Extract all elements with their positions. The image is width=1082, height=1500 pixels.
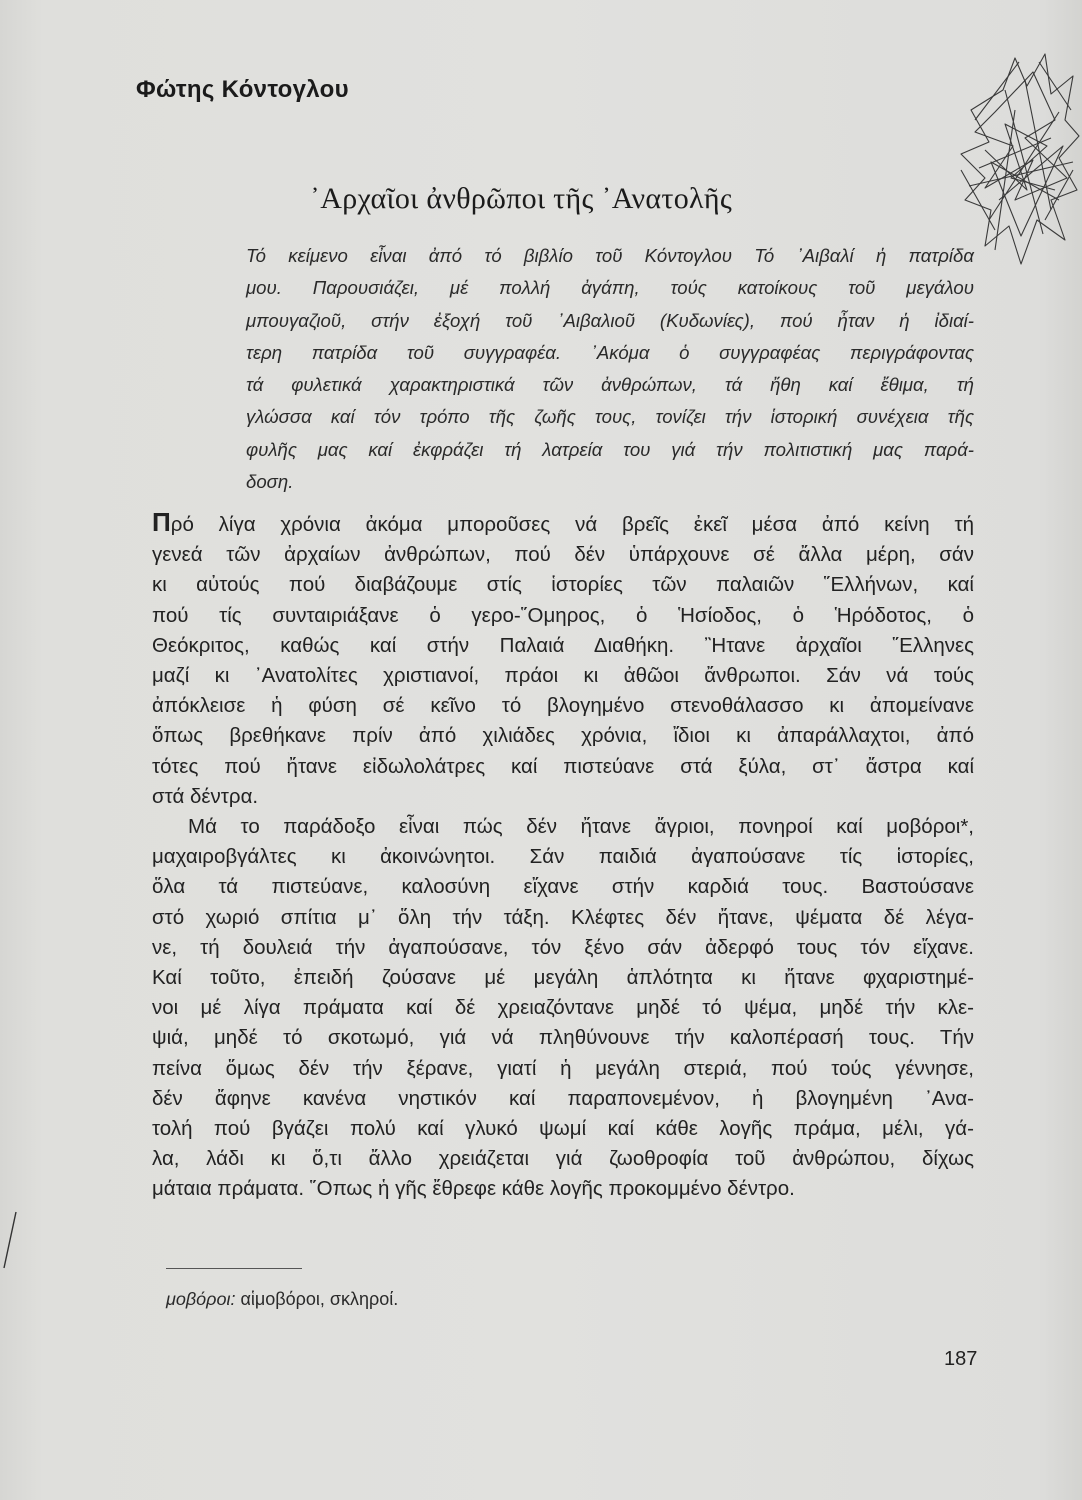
intro-line: φυλῆς μας καί ἐκφράζει τή λατρεία του γιά τήν πολιτιστική μας παρά- — [246, 438, 974, 460]
intro-line: γλώσσα καί τόν τρόπο τῆς ζωῆς τους, τονίζει τήν ἱστορική συνέχεια τῆς — [246, 406, 974, 428]
body-line: στά δέντρα. — [152, 784, 259, 808]
body-line: ὅπως βρεθήκανε πρίν ἀπό χιλιάδες χρόνια, ἴδιοι κι ἀπαράλλαχτοι, ἀπό — [152, 724, 974, 748]
intro-line: τερη πατρίδα τοῦ συγγραφέα. ᾿Ακόμα ὁ συγγραφέας περιγράφοντας — [246, 341, 974, 363]
body-line: πού τίς συνταιριάξανε ὁ γερο-῞Ομηρος, ὁ Ἡσίοδος, ὁ Ἡρόδοτος, ὁ — [152, 603, 974, 627]
footnote-rule — [166, 1268, 302, 1269]
chapter-title: ᾿Αρχαῖοι ἀνθρῶποι τῆς ᾿Ανατολῆς — [310, 182, 733, 215]
body-line: μαχαιροβγάλτες κι ἀκοινώνητοι. Σάν παιδιά ἀγαπούσανε τίς ἱστορίες, — [152, 845, 974, 869]
body-line: τολή πού βγάζει πολύ καί γλυκό ψωμί καί κάθε λογῆς πράμα, μέλι, γά- — [152, 1117, 974, 1141]
body-line: ψιά, μηδέ τό σκοτωμό, γιά νά πληθύνουνε τήν καλοπέρασή τους. Τήν — [152, 1026, 974, 1050]
footnote — [166, 1289, 398, 1310]
body-line: στό χωριό σπίτια μ᾿ ὅλη τήν τάξη. Κλέφτες δέν ἤτανε, ψέματα δέ λέγα- — [152, 905, 974, 929]
intro-paragraph — [246, 240, 974, 498]
body-line: πείνα ὅμως δέν τήν ξέρανε, γιατί ἡ μεγάλη στεριά, πού τούς γέννησε, — [152, 1056, 974, 1080]
intro-line: Τό κείμενο εἶναι ἀπό τό βιβλίο τοῦ Κόντογλου Τό ᾿Αιβαλί ἡ πατρίδα — [246, 245, 974, 266]
body-line: ὅλα τά πιστεύανε, καλοσύνη εἴχανε στήν καρδιά τους. Βαστούσανε — [152, 875, 974, 899]
footnote-definition: αἱμοβόροι, σκληροί. — [240, 1289, 399, 1309]
body-line: Καί τοῦτο, ἐπειδή ζούσανε μέ μεγάλη ἁπλότητα κι ἤτανε φχαριστημέ- — [152, 966, 974, 990]
footnote-term: μοβόροι: — [166, 1289, 236, 1309]
margin-mark — [0, 1210, 20, 1270]
body-line: τότες πού ἤτανε εἰδωλολάτρες καί πιστεύανε στά ξύλα, στ᾿ ἄστρα καί — [152, 754, 974, 778]
body-line: ἀπόκλεισε ἡ φύση σέ κεῖνο τό βλογημένο στενοθάλασσο κι ἀπομείνανε — [152, 694, 974, 718]
intro-line: τά φυλετικά χαρακτηριστικά τῶν ἀνθρώπων, τά ἤθη καί ἔθιμα, τή — [246, 374, 974, 396]
author-name: Φώτης Κόντογλου — [136, 76, 349, 103]
body-line: μάταια πράματα. ῞Οπως ἡ γῆς ἔθρεφε κάθε λογῆς προκομμένο δέντρο. — [152, 1177, 795, 1201]
body-line-first — [152, 507, 974, 540]
body-line: δέν ἄφηνε κανένα νηστικόν καί παραπονεμένον, ἡ βλογημένη ᾿Ανα- — [152, 1086, 974, 1110]
body-line: γενεά τῶν ἀρχαίων ἀνθρώπων, πού δέν ὑπάρχουνε σέ ἄλλα μέρη, σάν — [152, 543, 974, 567]
body-text — [152, 507, 974, 1205]
intro-line: μου. Παρουσιάζει, μέ πολλή ἀγάπη, τούς κατοίκους τοῦ μεγάλου — [246, 277, 974, 299]
body-line: κι αὐτούς πού διαβάζουμε στίς ἱστορίες τῶν παλαιῶν ῞Ελλήνων, καί — [152, 573, 974, 597]
intro-line: μπουγαζιοῦ, στήν ἐξοχή τοῦ ᾿Αιβαλιοῦ (Κυδωνίες), πού ἦταν ἡ ἰδιαί- — [246, 309, 974, 331]
body-line: λα, λάδι κι ὅ,τι ἄλλο χρειάζεται γιά ζωοθροφία τοῦ ἀνθρώπου, δίχως — [152, 1147, 974, 1171]
page-number: 187 — [944, 1348, 978, 1370]
drop-cap: Π — [152, 507, 171, 537]
body-line: νε, τή δουλειά τήν ἀγαπούσανε, τόν ξένο σάν ἀδερφό τους τόν εἴχανε. — [152, 935, 974, 959]
body-line: Θεόκριτος, καθώς καί στήν Παλαιά Διαθήκη. ῍Ητανε ἀρχαῖοι ῞Ελληνες — [152, 633, 974, 657]
body-line: Μά το παράδοξο εἶναι πώς δέν ἤτανε ἄγριοι, πονηροί καί μοβόροι*, — [188, 815, 974, 839]
body-line: νοι μέ λίγα πράματα καί δέ χρειαζόντανε μηδέ τό ψέμα, μηδέ τήν κλε- — [152, 996, 974, 1020]
first-line-text: ρό λίγα χρόνια ἀκόμα μποροῦσες νά βρεῖς ἐκεῖ μέσα ἀπό κείνη τή — [170, 513, 974, 536]
intro-line: δοση. — [246, 471, 294, 493]
body-line: μαζί κι ᾿Ανατολίτες χριστιανοί, πράοι κι ἀθῶοι ἄνθρωποι. Σάν νά τούς — [152, 664, 974, 688]
